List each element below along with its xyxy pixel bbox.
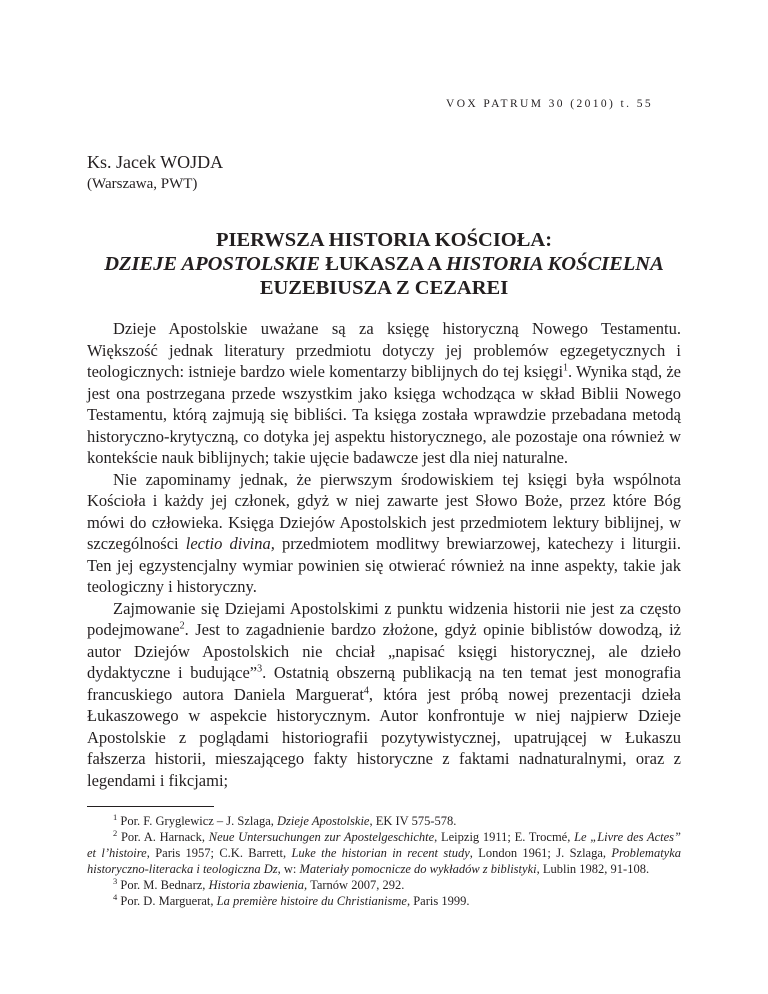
text-run: Por. A. Harnack, xyxy=(117,830,209,844)
italic-run: Neue Untersuchungen zur Apostelgeschichte xyxy=(208,830,435,844)
footnote-2 xyxy=(87,829,681,877)
italic-run: La première histoire du Christianisme xyxy=(216,894,407,908)
author-affiliation: (Warszawa, PWT) xyxy=(87,176,198,192)
italic-run: Dzieje Apostolskie xyxy=(277,814,370,828)
footnote-ref-1: 1 xyxy=(563,362,569,374)
text-run: . Ostatnią obszerną publikacją na ten temat jest monografia francuskiego autora Daniela Marguerat xyxy=(87,663,681,704)
paragraph-2 xyxy=(87,469,681,598)
text-run: , Lublin 1982, 91-108. xyxy=(536,862,650,876)
footnote-1 xyxy=(87,813,681,829)
paragraph-1 xyxy=(87,318,681,469)
italic-run: Problematyka historyczno-literacka i teologiczna Dz xyxy=(87,846,682,876)
journal-header: VOX PATRUM 30 (2010) t. 55 xyxy=(445,98,653,110)
footnote-number: 2 xyxy=(113,827,118,838)
footnote-ref-2: 2 xyxy=(179,620,185,632)
italic-run: lectio divina, xyxy=(185,534,275,553)
title-line-3: EUZEBIUSZA Z CEZAREI xyxy=(259,277,509,299)
text-run: Zajmowanie się Dziejami Apostolskimi z punktu widzenia historii nie jest za często podejmowane xyxy=(87,598,681,639)
text-run: , Paris 1957; C.K. Barrett, xyxy=(146,846,292,860)
text-run: , London 1961; J. Szlaga, xyxy=(469,846,612,860)
title-roman: ŁUKASZA A xyxy=(320,253,446,275)
italic-run: Le „Livre des Actes” et l’histoire xyxy=(87,830,681,860)
text-run: Dzieje Apostolskie uważane są za księgę historyczną Nowego Testamentu. Większość jednak literatury przedmiotu dotyczy jej problemów egzegetycznych i teologicznych: istnieje bardzo wiele komentarzy biblijnych do tej księgi xyxy=(87,319,681,381)
title-italic-2: HISTORIA KOŚCIELNA xyxy=(445,253,664,275)
italic-run: Materiały pomocnicze do wykładów z biblistyki xyxy=(299,862,537,876)
text-run: , w: xyxy=(277,862,300,876)
article-title xyxy=(0,228,768,300)
title-line-1: PIERWSZA HISTORIA KOŚCIOŁA: xyxy=(215,229,553,251)
text-run: , która jest próbą nowej prezentacji dzieła Łukaszowego w aspekcie historycznym. Autor konfrontuje w niej najpierw Dzieje Apostolskie z poglądami historiografii pozytywistycznej, upatrującej w Łukaszu fałszerza historii, mieszającego fakty historyczne z faktami nadnaturalnymi, oraz z legendami i fikcjami; xyxy=(87,684,681,790)
footnote-ref-3: 3 xyxy=(257,663,263,675)
text-run: Por. D. Marguerat, xyxy=(117,894,217,908)
footnote-number: 1 xyxy=(113,811,118,822)
text-run: , Paris 1999. xyxy=(406,894,470,908)
author-name: Ks. Jacek WOJDA xyxy=(87,152,224,172)
text-run: , EK IV 575-578. xyxy=(369,814,457,828)
italic-run: Historia zbawienia, xyxy=(208,878,308,892)
title-italic-1: DZIEJE APOSTOLSKIE xyxy=(104,253,321,275)
footnote-number: 4 xyxy=(113,891,118,902)
italic-run: Luke the historian in recent study xyxy=(291,846,470,860)
footnote-4 xyxy=(87,893,681,909)
footnote-number: 3 xyxy=(113,875,118,886)
text-run: przedmiotem modlitwy brewiarzowej, katechezy i liturgii. Ten jej egzystencjalny wymiar powinien się otwierać również na inne aspekty, takie jak teologiczny i historyczny. xyxy=(87,534,681,596)
article-body xyxy=(87,318,681,791)
footnote-ref-4: 4 xyxy=(363,685,369,696)
footnote-3 xyxy=(87,877,681,893)
text-run: Por. M. Bednarz, xyxy=(117,878,209,892)
title-line-2 xyxy=(0,252,768,276)
text-run: Por. F. Gryglewicz – J. Szlaga, xyxy=(117,814,277,828)
paragraph-3 xyxy=(87,598,681,792)
text-run: . Wynika stąd, że jest ona postrzegana przede wszystkim jako księga wchodząca w skład Biblii Nowego Testamentu, którą zajmują się bibliści. Ta księga została wprawdzie przebadana metodą historyczno-krytyczną, co dotyka jej aspektu historycznego, ale pozostaje ona również w kontekście nauk biblijnych; takie ujęcie badawcze jest dla niej naturalne. xyxy=(87,362,682,467)
footnote-divider xyxy=(87,806,214,807)
text-run: Nie zapominamy jednak, że pierwszym środowiskiem tej księgi była wspólnota Kościoła i każdy jej członek, gdyż w niej zawarte jest Słowo Boże, przez które Bóg mówi do człowieka. Księga Dziejów Apostolskich jest przedmiotem lektury biblijnej, w szczególności xyxy=(87,469,681,553)
footnotes xyxy=(87,813,681,909)
text-run: , Leipzig 1911; E. Trocmé, xyxy=(434,830,575,844)
text-run: Tarnów 2007, 292. xyxy=(307,878,405,892)
text-run: . Jest to zagadnienie bardzo złożone, gdyż opinie biblistów dowodzą, iż autor Dziejów Apostolskich nie chciał „napisać księgi historycznej, ale dzieło dydaktyczne i budujące” xyxy=(87,620,681,682)
